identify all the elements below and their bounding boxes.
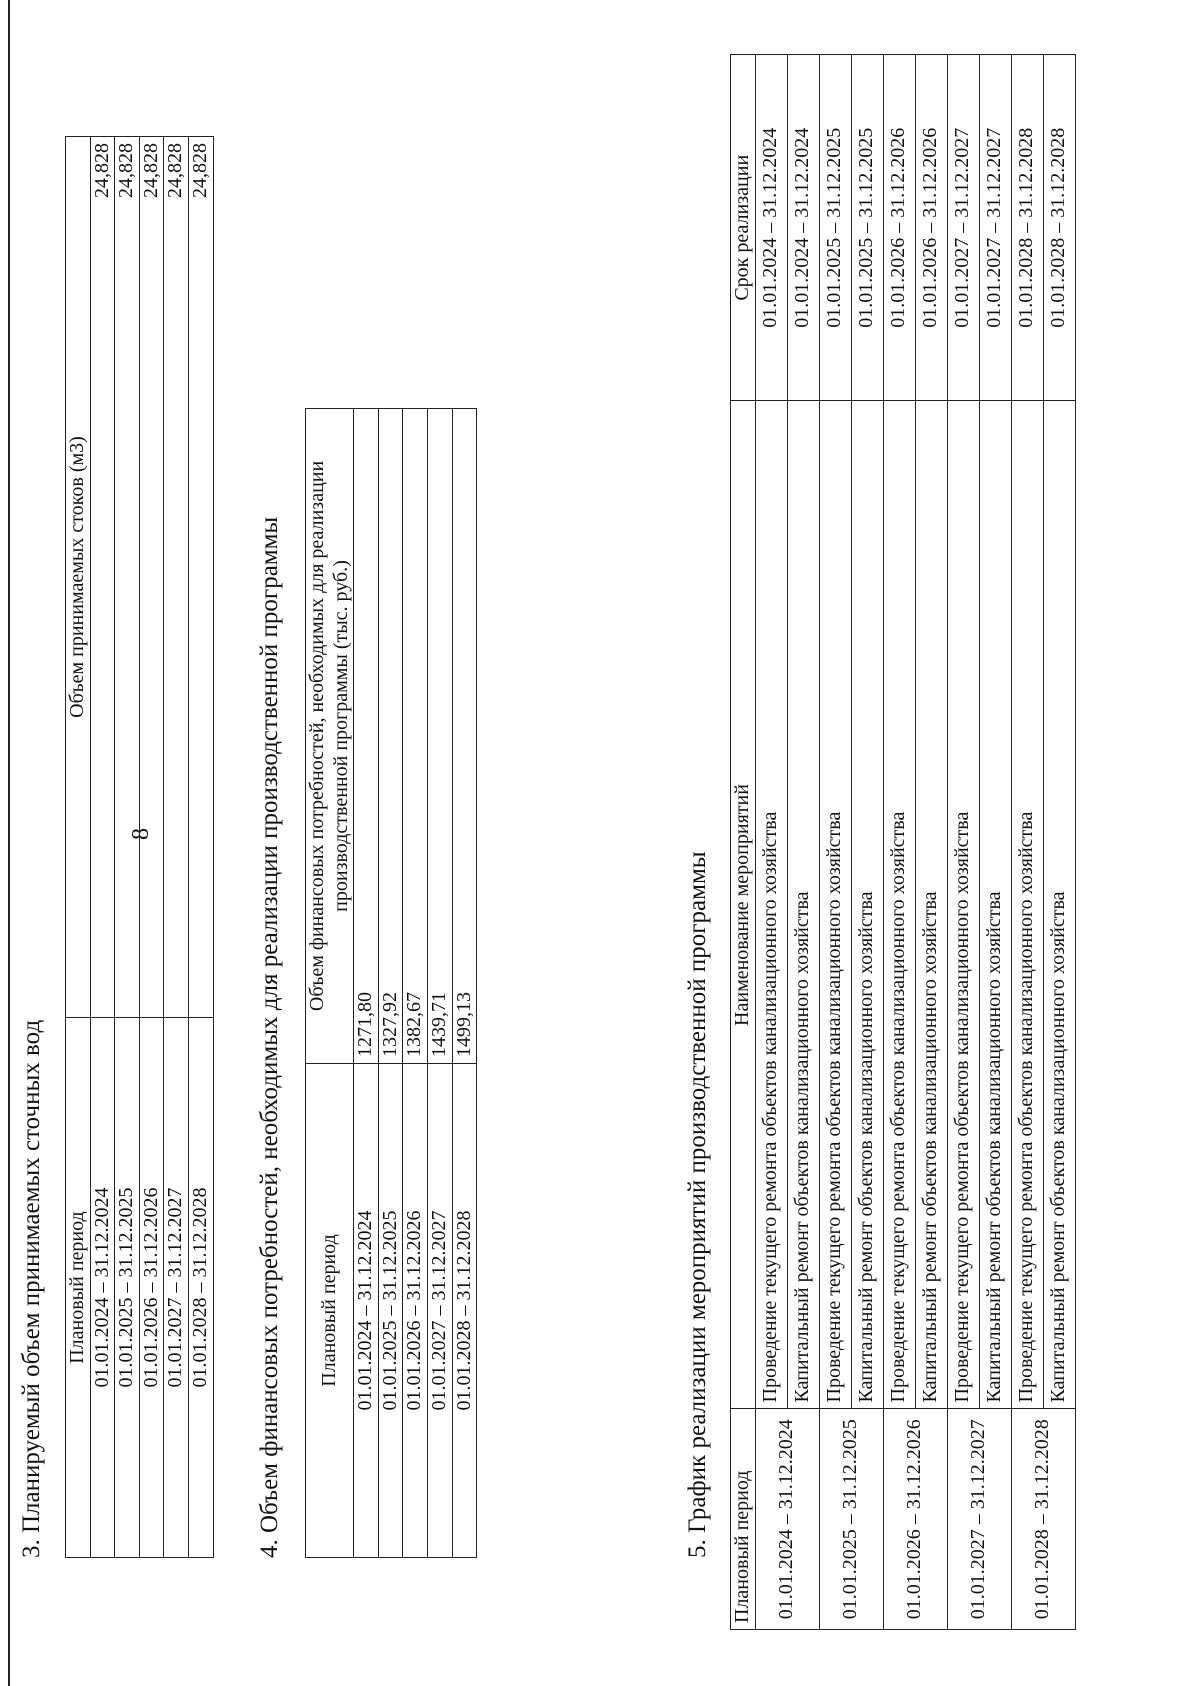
table-row	[90, 137, 115, 1558]
term-cell: 01.01.2024 – 31.12.2024	[755, 55, 787, 402]
table-header-row	[66, 137, 91, 1558]
term-cell: 01.01.2026 – 31.12.2026	[883, 55, 915, 402]
volume-cell: 24,828	[188, 137, 213, 1018]
table-row	[378, 409, 403, 1558]
table-row	[354, 409, 379, 1558]
period-cell: 01.01.2026 – 31.12.2026	[883, 1409, 947, 1630]
volume-cell: 24,828	[164, 137, 189, 1018]
section3-table	[65, 136, 214, 1558]
page-number: 8	[128, 828, 154, 840]
table-row	[787, 55, 819, 1630]
section4-table	[305, 408, 477, 1558]
period-cell: 01.01.2028 – 31.12.2028	[452, 1063, 477, 1557]
period-cell: 01.01.2024 – 31.12.2024	[354, 1063, 379, 1557]
activity-cell: Проведение текущего ремонта объектов канализационного хозяйства	[1011, 401, 1043, 1409]
activity-cell: Капитальный ремонт объектов канализационного хозяйства	[915, 401, 947, 1409]
table-row	[947, 55, 979, 1630]
table-row	[979, 55, 1011, 1630]
col-header-period: Плановый период	[306, 1063, 354, 1557]
table-header-row	[306, 409, 354, 1558]
period-cell: 01.01.2024 – 31.12.2024	[90, 1018, 115, 1558]
financing-cell: 1439,71	[427, 409, 452, 1064]
term-cell: 01.01.2027 – 31.12.2027	[947, 55, 979, 402]
financing-cell: 1382,67	[403, 409, 428, 1064]
activity-cell: Капитальный ремонт объектов канализационного хозяйства	[851, 401, 883, 1409]
term-cell: 01.01.2028 – 31.12.2028	[1043, 55, 1075, 402]
section3-title: 3. Планируемый объем принимаемых сточных вод	[18, 1019, 45, 1558]
table-row	[188, 137, 213, 1558]
col-header-financing: Объем финансовых потребностей, необходимых для реализации производственной программы (тыс. руб.)	[306, 409, 354, 1064]
period-cell: 01.01.2026 – 31.12.2026	[403, 1063, 428, 1557]
period-cell: 01.01.2027 – 31.12.2027	[164, 1018, 189, 1558]
period-cell: 01.01.2025 – 31.12.2025	[378, 1063, 403, 1557]
table-row	[139, 137, 164, 1558]
activity-cell: Проведение текущего ремонта объектов канализационного хозяйства	[883, 401, 915, 1409]
term-cell: 01.01.2025 – 31.12.2025	[819, 55, 851, 402]
term-cell: 01.01.2025 – 31.12.2025	[851, 55, 883, 402]
table-row	[427, 409, 452, 1558]
period-cell: 01.01.2027 – 31.12.2027	[947, 1409, 1011, 1630]
volume-cell: 24,828	[115, 137, 140, 1018]
table-row	[883, 55, 915, 1630]
volume-cell: 24,828	[90, 137, 115, 1018]
table-row	[1043, 55, 1075, 1630]
financing-cell: 1327,92	[378, 409, 403, 1064]
period-cell: 01.01.2025 – 31.12.2025	[115, 1018, 140, 1558]
table-row	[755, 55, 787, 1630]
table-row	[851, 55, 883, 1630]
period-cell: 01.01.2024 – 31.12.2024	[755, 1409, 819, 1630]
activity-cell: Проведение текущего ремонта объектов канализационного хозяйства	[947, 401, 979, 1409]
section5-table	[730, 54, 1076, 1630]
period-cell: 01.01.2026 – 31.12.2026	[139, 1018, 164, 1558]
period-cell: 01.01.2028 – 31.12.2028	[1011, 1409, 1075, 1630]
term-cell: 01.01.2027 – 31.12.2027	[979, 55, 1011, 402]
table-row	[1011, 55, 1043, 1630]
volume-cell: 24,828	[139, 137, 164, 1018]
table-row	[819, 55, 851, 1630]
table-row	[452, 409, 477, 1558]
table-row	[915, 55, 947, 1630]
col-header-volume: Объем принимаемых стоков (м3)	[66, 137, 91, 1018]
financing-cell: 1499,13	[452, 409, 477, 1064]
term-cell: 01.01.2026 – 31.12.2026	[915, 55, 947, 402]
col-header-activity: Наименование мероприятий	[731, 401, 756, 1409]
col-header-period: Плановый период	[731, 1409, 756, 1630]
activity-cell: Капитальный ремонт объектов канализационного хозяйства	[979, 401, 1011, 1409]
activity-cell: Проведение текущего ремонта объектов канализационного хозяйства	[755, 401, 787, 1409]
activity-cell: Капитальный ремонт объектов канализационного хозяйства	[787, 401, 819, 1409]
col-header-term: Срок реализации	[731, 55, 756, 402]
period-cell: 01.01.2025 – 31.12.2025	[819, 1409, 883, 1630]
table-header-row	[731, 55, 756, 1630]
activity-cell: Проведение текущего ремонта объектов канализационного хозяйства	[819, 401, 851, 1409]
section5-title: 5. График реализации мероприятий производственной программы	[684, 851, 711, 1558]
section4-title: 4. Объем финансовых потребностей, необходимых для реализации производственной программы	[256, 516, 283, 1558]
activity-cell: Капитальный ремонт объектов канализационного хозяйства	[1043, 401, 1075, 1409]
table-row	[403, 409, 428, 1558]
term-cell: 01.01.2024 – 31.12.2024	[787, 55, 819, 402]
period-cell: 01.01.2027 – 31.12.2027	[427, 1063, 452, 1557]
table-row	[115, 137, 140, 1558]
col-header-period: Плановый период	[66, 1018, 91, 1558]
term-cell: 01.01.2028 – 31.12.2028	[1011, 55, 1043, 402]
table-row	[164, 137, 189, 1558]
financing-cell: 1271,80	[354, 409, 379, 1064]
period-cell: 01.01.2028 – 31.12.2028	[188, 1018, 213, 1558]
